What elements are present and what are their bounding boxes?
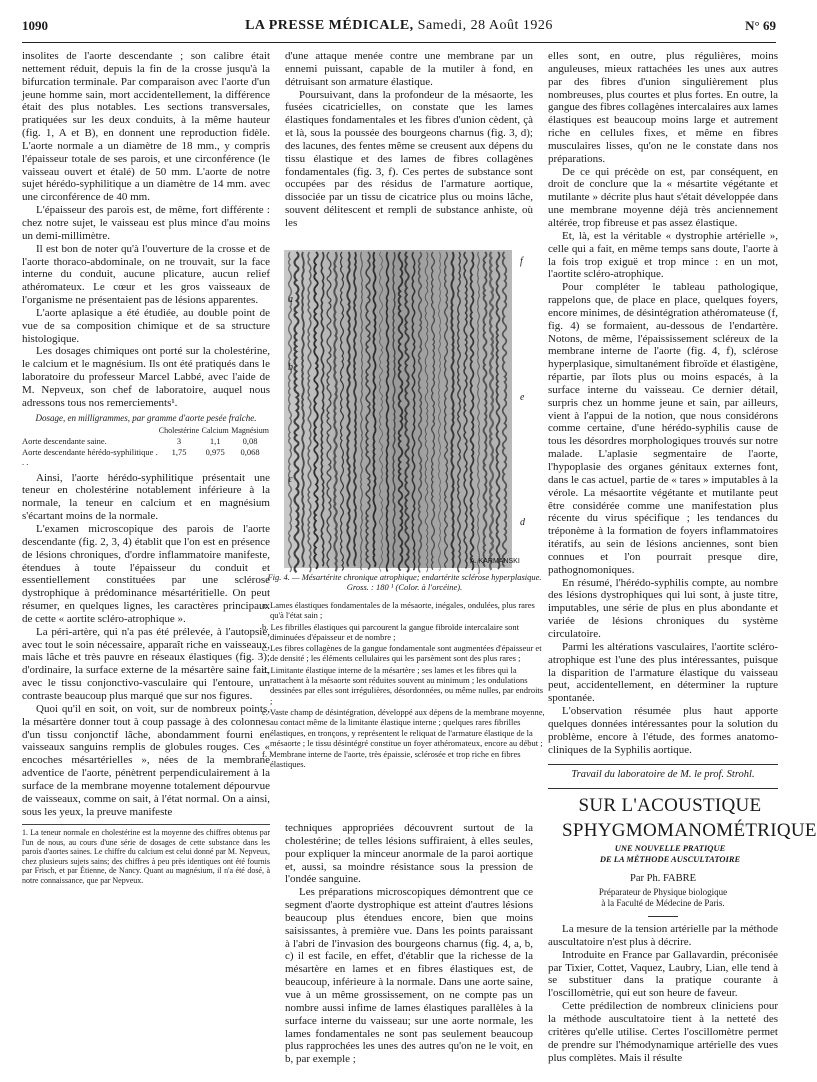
- author-affiliation: [548, 887, 778, 908]
- micrograph-image: [262, 250, 547, 570]
- paragraph: techniques appropriées découvrent surtout de la cholestérine; de telles lésions suffiraient, à elles seules, pour expliquer la minceur anormale de la paroi aortique et, aussi, sa moindre résistance sous la pression de l'ondée sanguine.: [285, 822, 533, 886]
- table-cell: 0,08: [242, 436, 258, 447]
- figure-letter-c: c: [288, 474, 293, 485]
- article-title-line-1: SUR L'ACOUSTIQUE: [578, 795, 762, 817]
- page-number: 1090: [22, 18, 48, 33]
- legend-item: b. Les fibrilles élastiques qui parcourent la gangue fibroïde intercalaire sont diminuées d'épaisseur et de nombre ;: [262, 621, 520, 642]
- article-subtitle-line-1: UNE NOUVELLE PRATIQUE: [614, 843, 726, 854]
- legend-item: f. Membrane interne de l'aorte, très épaissie, sclérosée et trop riche en fibres élastiques.: [262, 749, 521, 770]
- table-cell: 0,068: [240, 446, 260, 457]
- table-cell: 1,75: [171, 446, 187, 457]
- paragraph: L'épaisseur des parois est, de même, fort différente : chez notre sujet, le vaisseau est plus mince d'au moins un demi-millimètre.: [22, 204, 270, 242]
- paragraph: Introduite en France par Gallavardin, préconisée par Tixier, Cottet, Vaquez, Laubry, Lian, elle tend à se substituer dans la pratique courante à l'oscillomètrie, qui eut son heure de faveur.: [548, 948, 778, 1000]
- micrograph-figure: [262, 250, 547, 570]
- paragraph: L'examen microscopique des parois de l'aorte descendante (fig. 2, 3, 4) établit que l'on est en présence de lésions chroniques, d'ordre inflammatoire manifeste, étendues à toute l'épaisseur du conduit et essentiellement constituées par une sclérose dystrophique à prédominance mésartéritielle. On peut résumer, en quelques lignes, les caractères principaux de cette « aortite scléro-atrophique ».: [22, 523, 270, 625]
- paragraph: Quoi qu'il en soit, on voit, sur de nombreux points, la mésartère donner tout à coup passage à des colonnes d'un tissu conjonctif lâche, abondamment fourni en vaisseaux sanguins remplis de globules rouges. Ces « encoches mésartérielles », nées de la membrane adventice de l'aorte, pénètrent perpendiculairement à la surface de la membrane moyenne totalement dépourvue de vaisseaux, comme on sait, à l'état normal. On a ainsi, sous les yeux, la preuve manifeste: [22, 702, 270, 818]
- issue-number: N° 69: [745, 18, 776, 33]
- figure-legend: [262, 600, 547, 771]
- column-3: [548, 50, 817, 1070]
- figure-letter-e: e: [520, 392, 525, 403]
- paragraph: Poursuivant, dans la profondeur de la mésaorte, les fusées cicatricielles, on constate que les lames élastiques fondamentales et les fibres d'union cèdent, çà et là, sous la poussée des bourgeons charnus (fig. 3, d); des lacunes, des fentes même se creusent aux dépens du tissu élastique et des lames de fibres collagènes fondamentales (fig. 3, f). Ces pertes de substance sont occupées par des résidus de l'armature aortique, dissociée par un tissu de cicatrice plus ou moins lâche, souvent délitescent et rempli de substance anhiste, où les: [285, 88, 533, 229]
- figure-letter-a: a: [288, 294, 293, 305]
- paragraph: d'une attaque menée contre une membrane par un ennemi puissant, capable de la mutiler à fond, en détruisant son armature élastique.: [285, 50, 533, 88]
- dosage-header: [22, 425, 158, 436]
- table-cell: Aorte descendante hérédo-syphilitique . . .: [22, 446, 158, 468]
- paragraph: L'aorte aplasique a été étudiée, au double point de vue de sa composition chimique et de sa structure histologique.: [22, 306, 270, 345]
- journal-name: LA PRESSE MÉDICALE,: [245, 18, 414, 33]
- article-author: Par Ph. FABRE: [629, 873, 697, 885]
- affiliation-line: à la Faculté de Médecine de Paris.: [601, 897, 725, 908]
- table-row: [22, 447, 270, 468]
- legend-item: a. Lames élastiques fondamentales de la mésaorte, inégales, ondulées, plus rares qu'à l'état sain ;: [262, 600, 535, 621]
- column-2-bottom: [285, 822, 533, 1072]
- column-1: [22, 50, 270, 1070]
- paragraph: La mesure de la tension artérielle par la méthode auscultatoire n'est plus à décrire.: [548, 923, 778, 948]
- legend-item: e. Vaste champ de désintégration, développé aux dépens de la membrane moyenne, au contact même de la limitante élastique interne ; quelques rares fibrilles élastiques, en tronçons, y représentent le reliquat de l'armature élastique de la mésaorte ; le tissu désintégré constitue un foyer athéromateux, encore au début ;: [262, 706, 545, 748]
- divider: [648, 916, 678, 917]
- section-rule: [548, 788, 778, 789]
- journal-title: [22, 18, 776, 34]
- paragraph: La péri-artère, qui n'a pas été prélevée, à l'autopsie, avec tout le soin nécessaire, apparaît riche en vaisseaux, mais lâche et très pauvre en réseaux élastiques (fig. 3); d'ordinaire, la surface externe de la mésartère saine fait, avec le tissu conjonctivo-vasculaire qui l'entoure, un contraste beaucoup plus marqué que sur nos figures.: [22, 625, 270, 702]
- paragraph: L'observation résumée plus haut apporte quelques données intéressantes pour la solution du problème, encore à l'étude, des formes anatomo-cliniques de la Syphilis aortique.: [548, 705, 778, 756]
- table-cell: 3: [176, 436, 182, 447]
- table-row: [22, 436, 270, 447]
- figure-letter-d: d: [520, 517, 525, 528]
- paragraph: Et, là, est la véritable « dystrophie artérielle », celle qui a fait, en même temps sans doute, l'aorte à la fois trop exiguë et trop mince : en un mot, l'aortite scléro-atrophique.: [548, 229, 778, 281]
- dosage-caption: Dosage, en milligrammes, par gramme d'aorte pesée fraîche.: [35, 412, 257, 423]
- dosage-header: Calcium: [201, 426, 229, 436]
- table-cell: 0,975: [205, 446, 225, 457]
- paragraph: insolites de l'aorte descendante ; son calibre était nettement réduit, depuis la fin de la crosse jusqu'à la bifurcation terminale. Par comparaison avec l'aorte d'un jeune homme sain, mort accidentellement, la différence était des plus notables. Les sections transversales, pratiquées sur les deux conduits, à la même hauteur (fig. 1, A et B), en donnent une reproduction fidèle. L'aorte normale a un diamètre de 18 mm., y compris l'épaisseur totale de ses parois, et une circonférence (le vaisseau ouvert et étalé) de 50 mm. L'aorte de notre sujet hérédo-syphilitique a un diamètre de 14 mm. avec une circonférence de 40 mm.: [22, 50, 270, 204]
- legend-item: c. Les fibres collagènes de la gangue fondamentale sont augmentées d'épaisseur et de densité ; les éléments cellulaires qui les parsèment sont des plus rares ;: [262, 643, 542, 664]
- paragraph: Il est bon de noter qu'à l'ouverture de la crosse et de l'aorte thoraco-abdominale, on ne trouvait, sur la face interne du conduit, aucune plicature, aucun relief athéromateux. Le cœur et les gros vaisseaux de l'organisme ne présentaient pas de lésions apparentes.: [22, 242, 270, 307]
- figure-signature: A. KARMANSKI: [470, 558, 520, 565]
- article-title-line-2: SPHYGMOMANOMÉTRIQUE: [562, 820, 817, 842]
- figure-letter-b: b: [288, 362, 293, 373]
- dosage-header: Magnésium: [231, 426, 269, 436]
- dosage-header: Cholestérine: [158, 426, 200, 436]
- paragraph: Parmi les altérations vasculaires, l'aortite scléro-atrophique est l'une des plus intéressantes, puisque la disparition de l'armature élastique du vaisseau peut, accidentellement, en déterminer la rupture spontanée.: [548, 640, 778, 705]
- paragraph: En résumé, l'hérédo-syphilis compte, au nombre des lésions dystrophiques qui lui sont, à juste titre, imputables, une série de plus en plus abondante et variée de lésions chroniques du système circulatoire.: [548, 576, 778, 640]
- affiliation-line: Préparateur de Physique biologique: [598, 887, 728, 898]
- dosage-table: [22, 425, 270, 468]
- column-2-top: [285, 50, 533, 250]
- figure-caption: Fig. 4. — Mésartérite chronique atrophique; endartérite sclérose hyperplasique. Gross. : 180 ¹ (Color. à l'orcéine).: [267, 572, 542, 592]
- paragraph: Pour compléter le tableau pathologique, rappelons que, de place en place, quelques foyers, encore minimes, de désintégration athéromateuse (f, fig. 4) se formaient, au-dessous de l'endartère. Notons, de même, l'épaississement scléreux de la membrane interne de l'aorte (fig. 4, f), sclérose hyperplasique, simultanément fibroïde et élastigène, répartie, par îlots plus ou moins espacés, à la surface interne du vaisseau. Ce dernier détail, surpris chez un homme jeune et sain, par ailleurs, vient à l'appui de la notion, que nous considérons comme certaine, d'une hérédo-syphilis cause de tous les désordres morphologiques trouvés sur notre malade. L'aplasie segmentaire de l'aorte, l'hypoplasie des organes génitaux externes font, dans le cas actuel, partie de « tares » imputables à la vérole. La mésaortite végétante et mutilante peut être considérée comme une manifestation plus récente du virus spécifique ; les tendances du tréponème à la formation de foyers inflammatoires itératifs, au sein de lésions anciennes, sont bien connues et l'on pourrait presque dire, pathognomoniques.: [548, 281, 778, 576]
- paragraph: Ainsi, l'aorte hérédo-syphilitique présentait une teneur en cholestérine notablement inférieure à la normale, la teneur en calcium et en magnésium s'écartant moins de la normale.: [22, 471, 270, 523]
- section-rule: [548, 764, 778, 765]
- header-rule: [22, 42, 776, 43]
- page-header: [22, 18, 776, 40]
- figure-letter-f: f: [520, 256, 523, 267]
- lab-note: Travail du laboratoire de M. le prof. Strohl.: [571, 769, 755, 781]
- paragraph: Les dosages chimiques ont porté sur la cholestérine, le calcium et le magnésium. Ils ont été pratiqués dans le laboratoire du professeur Marcel Labbé, avec l'aide de M. Nepveux, son chef de laboratoire, auquel nous adressons tous nos remerciements¹.: [22, 345, 270, 409]
- table-cell: 1,1: [209, 436, 221, 447]
- paragraph: Les préparations microscopiques démontrent que ce segment d'aorte dystrophique est atteint d'autres lésions beaucoup plus étendues encore, bien que moins saisissantes, à première vue. Dans les points paraissant à l'abri de l'invasion des bourgeons charnus (fig. 4, a, b, c) il est facile, en effet, d'établir que la richesse de la mésartère en lames et en fibres élastiques est, de beaucoup, inférieure à la normale. Dans une aorte saine, vue à un même grossissement, on ne compte pas un nombre aussi infime de lames élastiques parallèles à la surface interne du vaisseau; sur une aorte normale, les lames fondamentales ne sont pas seulement beaucoup plus rapprochées les unes des autres qu'on ne le voit, en b, par exemple ;: [285, 886, 533, 1066]
- paragraph: elles sont, en outre, plus régulières, moins anguleuses, mieux rattachées les unes aux autres par des fibres d'union singulièrement plus nombreuses, plus courtes et plus fortes. En outre, la gangue des fibres collagènes intercalaires aux lames élastiques est beaucoup moins large et autrement riche en cellules fixes, et même en fibres musculaires lisses, qu'on ne le constate dans nos préparations.: [548, 50, 778, 165]
- paragraph: Cette prédilection de nombreux cliniciens pour la méthode auscultatoire tient à la netteté des critères qu'elle utilise. Certes l'oscillomètre permet de prendre sur l'hémodynamique artérielle des vues plus complètes. Mais il résulte: [548, 1000, 778, 1064]
- issue-date: Samedi, 28 Août 1926: [417, 18, 553, 33]
- footnote: 1. La teneur normale en cholestérine est la moyenne des chiffres obtenus par l'un de nous, au cours d'une série de dosages de cette substance dans les parois d'aortes saines. Le chiffre du calcium est celui donné par M. Nepveux, chez plusieurs sujets sains; des chiffres à peu près identiques ont été fournis par Frisch, et par Étienne, de Nancy. Quant au magnésium, il n'a été dosé, à notre connaissance, que par Nepveux.: [22, 824, 270, 885]
- table-cell: Aorte descendante saine.: [22, 436, 107, 447]
- dosage-table-block: [22, 413, 270, 468]
- article-subtitle-line-2: DE LA MÉTHODE AUSCULTATOIRE: [599, 854, 741, 865]
- paragraph: De ce qui précède on est, par conséquent, en droit de conclure que la « mésartite végétante et mutilante » décrite plus haut s'était développée dans une membrane moyenne déjà très anciennement altérée, trop fibreuse et pas assez élastique.: [548, 165, 778, 229]
- legend-item: d. Limitante élastique interne de la mésartère ; ses lames et les fibres qui la rattachent à la mésaorte sont réduites souvent au minimum ; les ondulations dessinées par elles sont irrégulières, désordonnées, ou même nulles, par endroits ;: [262, 664, 544, 706]
